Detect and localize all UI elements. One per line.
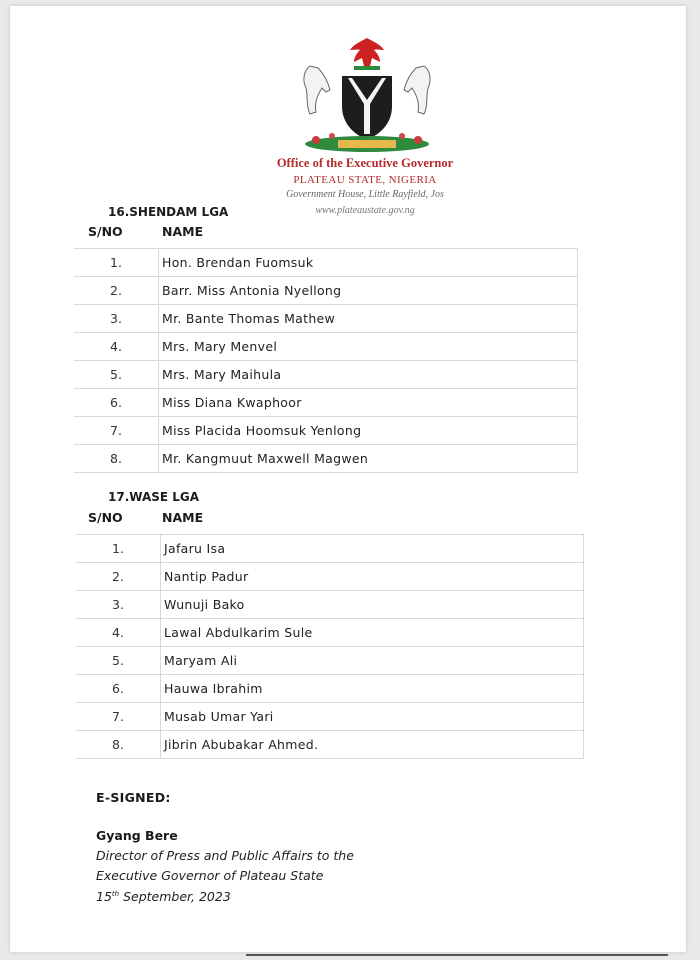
row-name: Mr. Kangmuut Maxwell Magwen [159,445,578,473]
row-name: Nantip Padur [161,563,584,591]
table-row [74,361,578,389]
state-name: PLATEAU STATE, NIGERIA [293,174,437,186]
section-title-shendam: 16.SHENDAM LGA [108,205,229,219]
row-number: 8. [74,445,159,473]
row-name: Mrs. Mary Menvel [159,333,578,361]
table-row [74,333,578,361]
signer-name: Gyang Bere [96,828,178,843]
signature-date [96,885,354,907]
table-row [76,647,584,675]
e-signed-label: E-SIGNED: [96,790,171,805]
row-number: 4. [74,333,159,361]
table-row [74,417,578,445]
date-day: 15 [96,889,112,905]
date-month-year: September, 2023 [119,889,231,905]
table-row [76,675,584,703]
date-ordinal: th [111,890,120,898]
row-number: 4. [76,619,161,647]
row-number: 7. [76,703,161,731]
table-row [76,535,584,563]
row-name: Lawal Abdulkarim Sule [161,619,584,647]
website-line: www.plateaustate.gov.ng [315,205,415,216]
shendam-lga-table [74,248,578,473]
signer-title-line1: Director of Press and Public Affairs to the [96,848,354,863]
row-name: Mrs. Mary Maihula [159,361,578,389]
table-row [74,305,578,333]
row-number: 1. [74,249,159,277]
office-title: Office of the Executive Governor [276,156,454,170]
table-row [74,277,578,305]
row-name: Wunuji Bako [161,591,584,619]
row-number: 6. [76,675,161,703]
row-number: 7. [74,417,159,445]
table-row [76,731,584,759]
row-name: Hon. Brendan Fuomsuk [159,249,578,277]
table-row [74,445,578,473]
column-header-name: NAME [162,510,204,525]
row-name: Musab Umar Yari [161,703,584,731]
row-name: Hauwa Ibrahim [161,675,584,703]
signer-title-line2: Executive Governor of Plateau State [96,867,324,883]
table-row [76,619,584,647]
row-number: 2. [74,277,159,305]
row-name: Jafaru Isa [161,535,584,563]
row-number: 5. [74,361,159,389]
row-name: Mr. Bante Thomas Mathew [159,305,578,333]
row-number: 1. [76,535,161,563]
address-line: Government House, Little Rayfield, Jos [286,189,444,200]
table-row [76,591,584,619]
row-name: Maryam Ali [161,647,584,675]
section-title-wase: 17.WASE LGA [108,490,200,504]
row-name: Miss Diana Kwaphoor [159,389,578,417]
table-row [74,249,578,277]
row-number: 5. [76,647,161,675]
signer-title [96,846,354,907]
row-number: 2. [76,563,161,591]
row-number: 6. [74,389,159,417]
column-header-sno: S/NO [88,224,123,239]
wase-lga-table [76,534,584,759]
row-number: 3. [76,591,161,619]
document-page [10,6,686,952]
table-row [76,563,584,591]
nigeria-coat-of-arms-icon [292,36,442,154]
page-bottom-rule [246,954,668,956]
table-row [76,703,584,731]
table-row [74,389,578,417]
row-name: Miss Placida Hoomsuk Yenlong [159,417,578,445]
row-number: 3. [74,305,159,333]
row-name: Barr. Miss Antonia Nyellong [159,277,578,305]
row-number: 8. [76,731,161,759]
column-header-sno: S/NO [88,510,123,525]
column-header-name: NAME [162,224,204,239]
row-name: Jibrin Abubakar Ahmed. [161,731,584,759]
